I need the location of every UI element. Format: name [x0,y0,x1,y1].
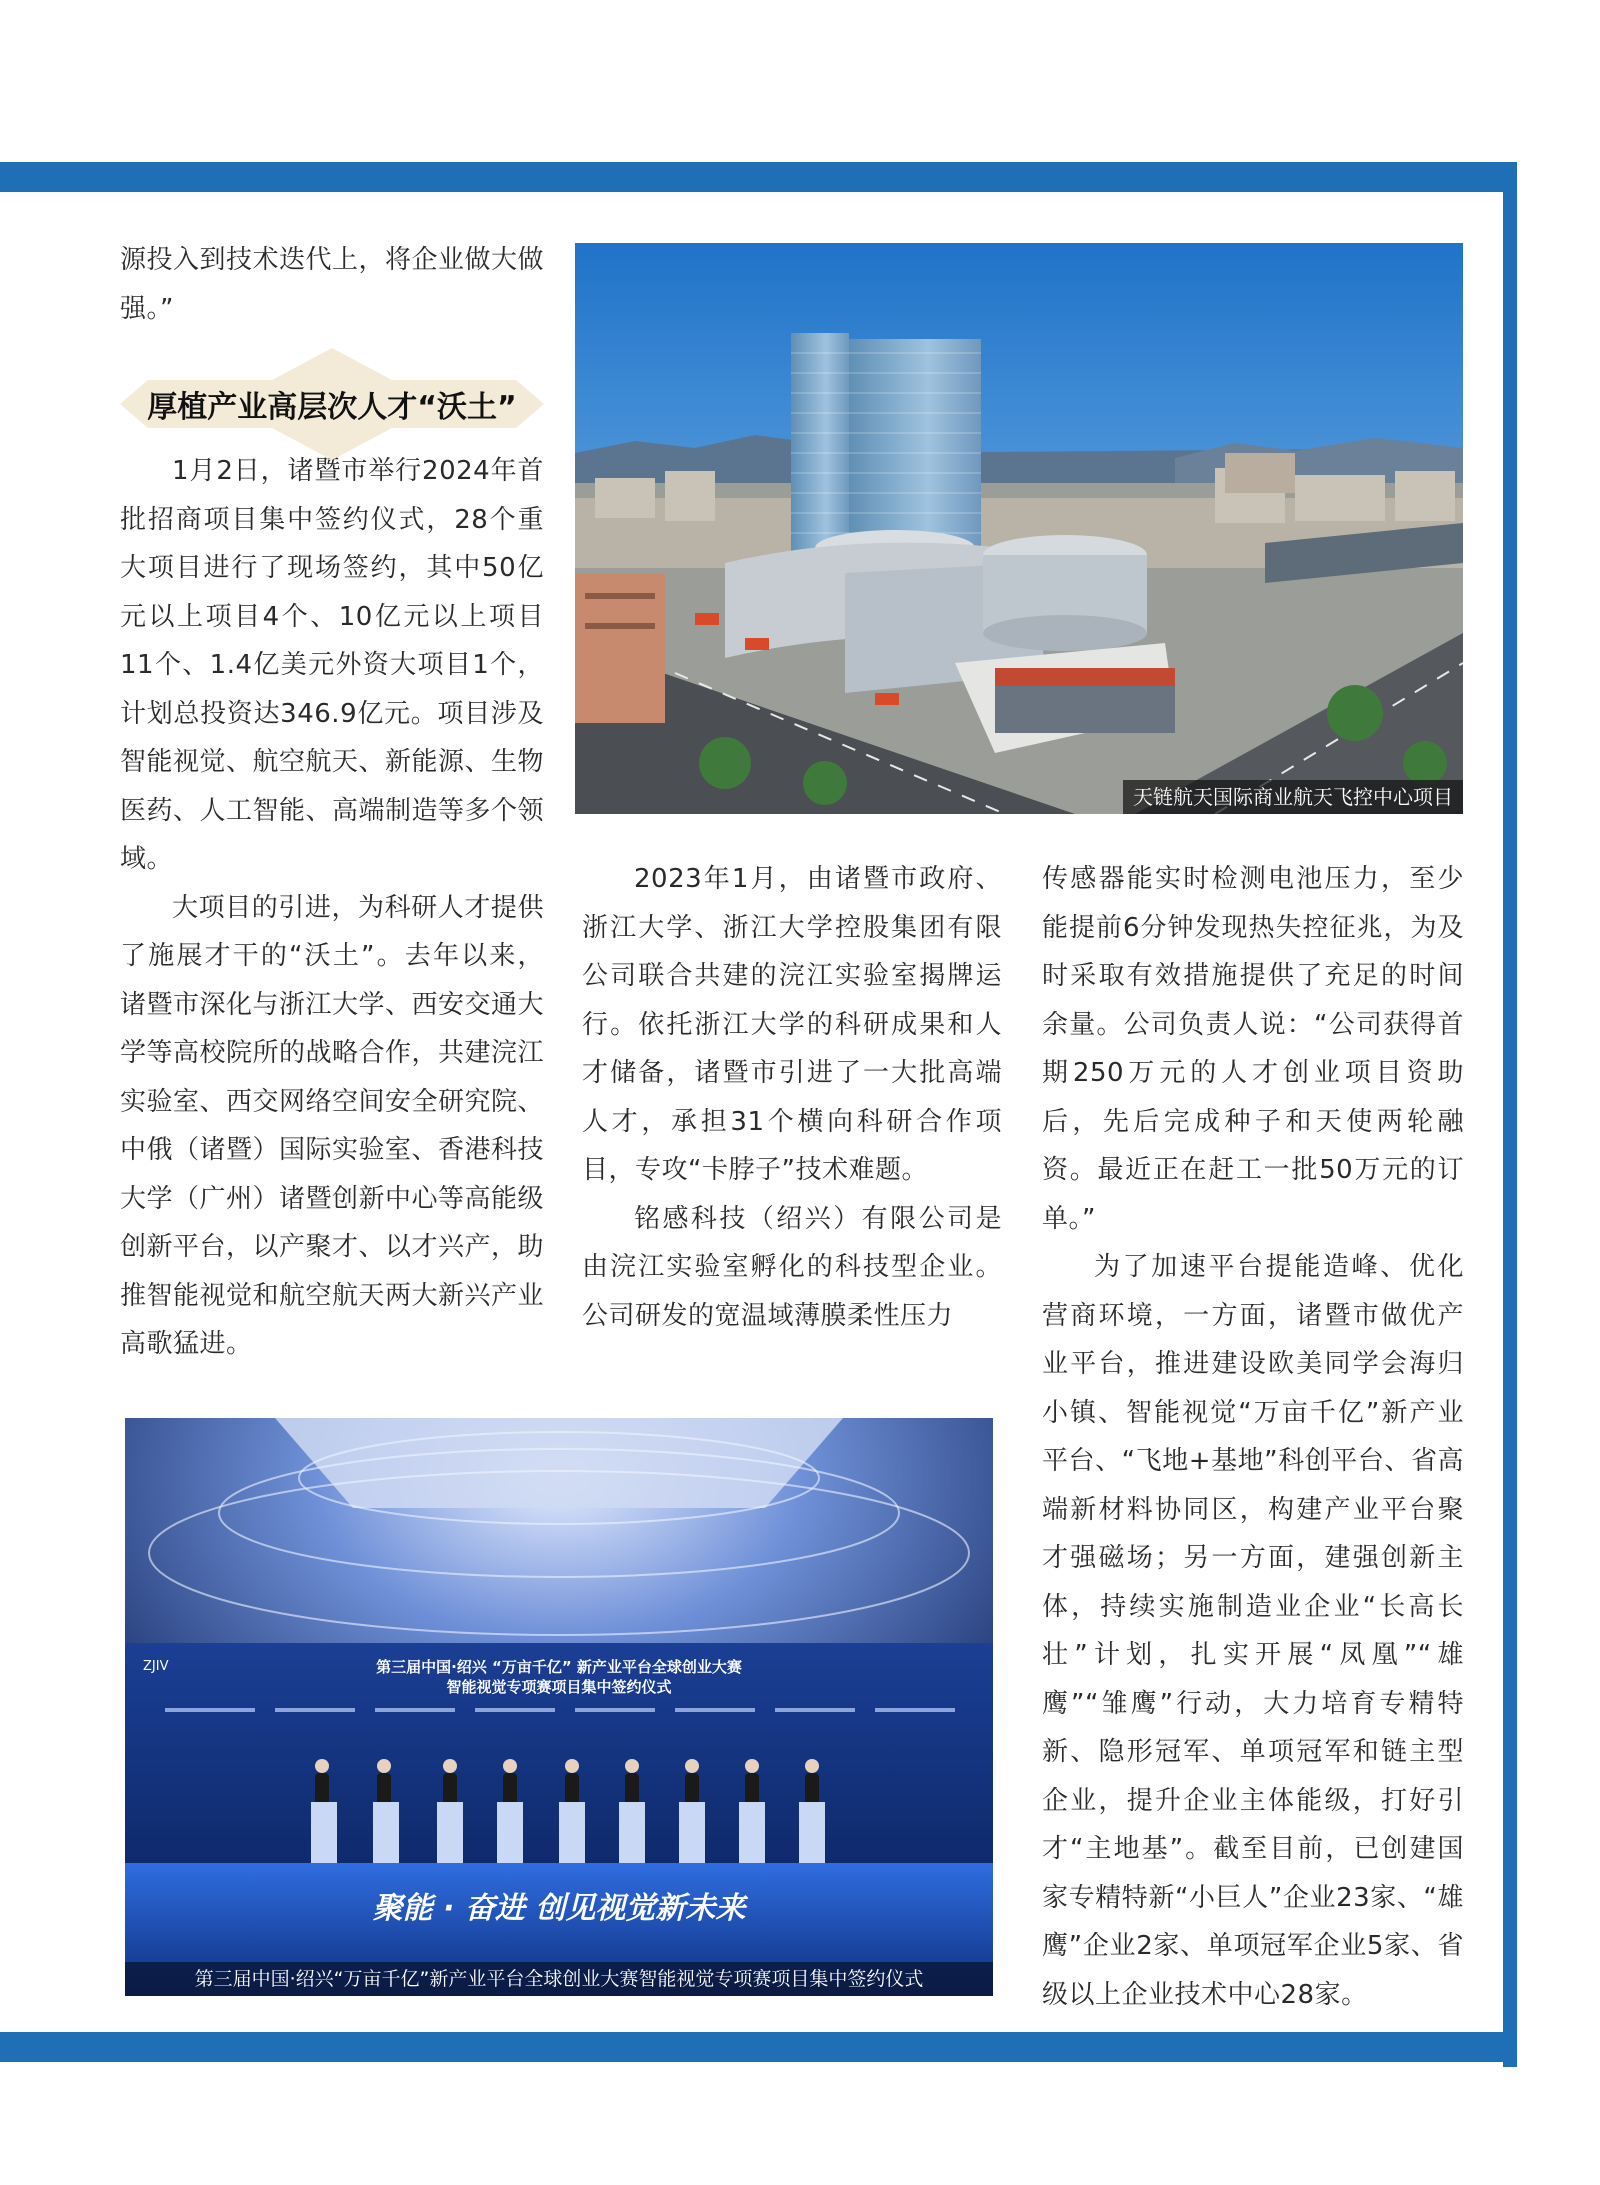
frame-top-bar [0,162,1517,192]
lead-paragraph: 源投入到技术迭代上，将企业做大做强。” [120,245,545,324]
frame-bottom-bar [0,2032,1517,2062]
frame-right-bar [1503,162,1517,2067]
photo-aerospace-center [575,243,1463,814]
article-column-right [1042,855,1464,2019]
article-column-middle [582,855,1002,1340]
section-heading [120,348,544,460]
screen-subtitle: 智能视觉专项赛项目集中签约仪式 [446,1678,672,1696]
paragraph-sensor: 传感器能实时检测电池压力，至少能提前6分钟发现热失控征兆，为及时采取有效措施提供了充足的时间余量。公司负责人说：“公司获得首期250万元的人才创业项目资助后，先后完成种子和天使两轮融资。最近正在赶工一批50万元的订单。” [1042,864,1464,1234]
photo-bottom-caption: 第三届中国·绍兴“万亩千亿”新产业平台全球创业大赛智能视觉专项赛项目集中签约仪式 [125,1962,993,1996]
photo-aerospace-center-image [575,243,1463,814]
stage-slogan: 聚能 · 奋进 创见视觉新未来 [372,1891,746,1926]
paragraph-platforms: 为了加速平台提能造峰、优化营商环境，一方面，诸暨市做优产业平台，推进建设欧美同学会海归小镇、智能视觉“万亩千亿”新产业平台、“飞地+基地”科创平台、省高端新材料协同区，构建产业平台聚才强磁场；另一方面，建强创新主体，持续实施制造业企业“长高长壮”计划，扎实开展“凤凰”“雄鹰”“雏鹰”行动，大力培育专精特新、隐形冠军、单项冠军和链主型企业，提升企业主体能级，打好引才“主地基”。截至目前，已创建国家专精特新“小巨人”企业23家、“雄鹰”企业2家、单项冠军企业5家、省级以上企业技术中心28家。 [1042,1252,1464,2010]
paragraph-huanjiang-lab: 2023年1月，由诸暨市政府、浙江大学、浙江大学控股集团有限公司联合共建的浣江实验室揭牌运行。依托浙江大学的科研成果和人才储备，诸暨市引进了一大批高端人才，承担31个横向科研合作项目，专攻“卡脖子”技术难题。 [582,864,1002,1185]
paragraph-minggan-tech: 铭感科技（绍兴）有限公司是由浣江实验室孵化的科技型企业。公司研发的宽温域薄膜柔性压力 [582,1203,1002,1331]
paragraph-talent-soil: 大项目的引进，为科研人才提供了施展才干的“沃土”。去年以来，诸暨市深化与浙江大学、西安交通大学等高校院所的战略合作，共建浣江实验室、西交网络空间安全研究院、中俄（诸暨）国际实验室、香港科技大学（广州）诸暨创新中心等高能级创新平台，以产聚才、以才兴产，助推智能视觉和航空航天两大新兴产业高歌猛进。 [120,892,545,1359]
photo-top-caption: 天链航天国际商业航天飞控中心项目 [1123,780,1463,814]
photo-signing-ceremony [125,1418,993,1996]
paragraph-signing-ceremony: 1月2日，诸暨市举行2024年首批招商项目集中签约仪式，28个重大项目进行了现场签约，其中50亿元以上项目4个、10亿元以上项目11个、1.4亿美元外资大项目1个，计划总投资达346.9亿元。项目涉及智能视觉、航空航天、新能源、生物医药、人工智能、高端制造等多个领域。 [120,456,545,874]
photo-signing-ceremony-image [125,1418,993,1996]
screen-logo-text: ZJIV [143,1659,169,1674]
section-heading-text: 厚植产业高层次人才“沃土” [147,390,517,425]
screen-title: 第三届中国·绍兴 “万亩千亿” 新产业平台全球创业大赛 [376,1658,742,1676]
